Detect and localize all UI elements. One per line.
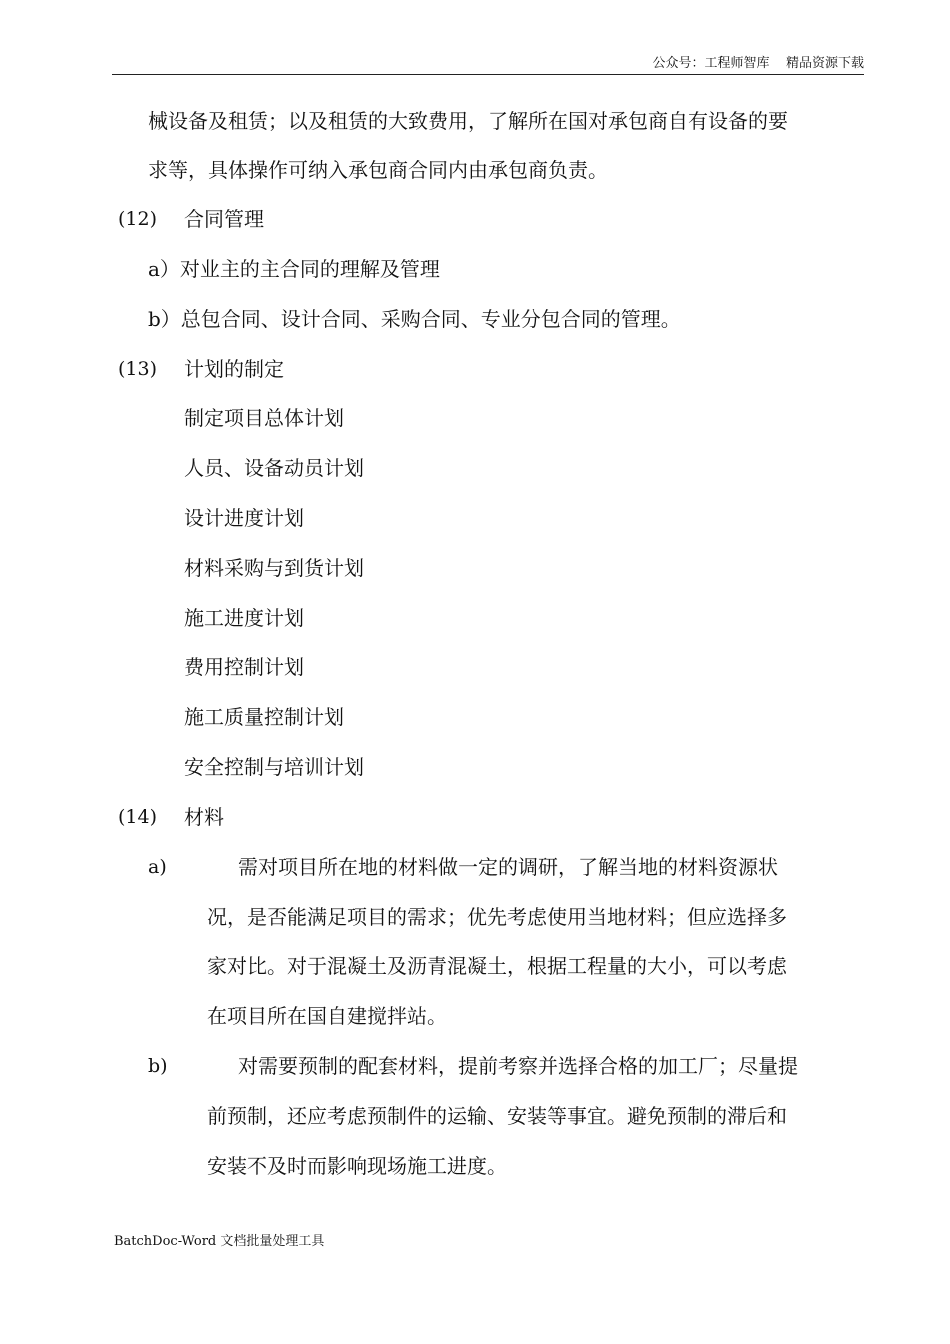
plan-item: 施工进度计划 [184, 606, 304, 630]
paragraph-line: 求等，具体操作可纳入承包商合同内由承包商负责。 [148, 158, 608, 182]
paragraph-line: 前预制，还应考虑预制件的运输、安装等事宜。避免预制的滞后和 [207, 1104, 787, 1128]
plan-item: 人员、设备动员计划 [184, 456, 364, 480]
plan-item: 材料采购与到货计划 [184, 556, 364, 580]
section-title-13: 计划的制定 [184, 357, 284, 381]
section-number-12: (12) [118, 208, 158, 230]
paragraph-line: 对需要预制的配套材料，提前考察并选择合格的加工厂；尽量提 [238, 1054, 798, 1078]
list-label-b: b) [148, 1055, 168, 1077]
plan-item: 安全控制与培训计划 [184, 755, 364, 779]
paragraph-line: 况，是否能满足项目的需求；优先考虑使用当地材料；但应选择多 [207, 905, 787, 929]
list-item: a）对业主的主合同的理解及管理 [148, 257, 440, 281]
list-item: b）总包合同、设计合同、采购合同、专业分包合同的管理。 [148, 307, 681, 331]
page-header [112, 56, 864, 75]
plan-item: 设计进度计划 [184, 506, 304, 530]
paragraph-line: 需对项目所在地的材料做一定的调研，了解当地的材料资源状 [238, 855, 778, 879]
paragraph-line: 在项目所在国自建搅拌站。 [207, 1004, 447, 1028]
list-label-a: a) [148, 856, 167, 878]
plan-item: 费用控制计划 [184, 655, 304, 679]
header-text: 公众号：工程师智库 精品资源下载 [652, 56, 864, 71]
plan-item: 施工质量控制计划 [184, 705, 344, 729]
paragraph-line: 家对比。对于混凝土及沥青混凝土，根据工程量的大小，可以考虑 [207, 954, 787, 978]
paragraph-line: 安装不及时而影响现场施工进度。 [207, 1154, 507, 1178]
plan-item: 制定项目总体计划 [184, 406, 344, 430]
section-number-13: (13) [118, 358, 158, 380]
section-number-14: (14) [118, 806, 158, 828]
paragraph-line: 械设备及租赁；以及租赁的大致费用，了解所在国对承包商自有设备的要 [148, 109, 788, 133]
section-title-14: 材料 [184, 805, 224, 829]
page-footer: BatchDoc-Word 文档批量处理工具 [114, 1234, 325, 1249]
section-title-12: 合同管理 [184, 207, 264, 231]
